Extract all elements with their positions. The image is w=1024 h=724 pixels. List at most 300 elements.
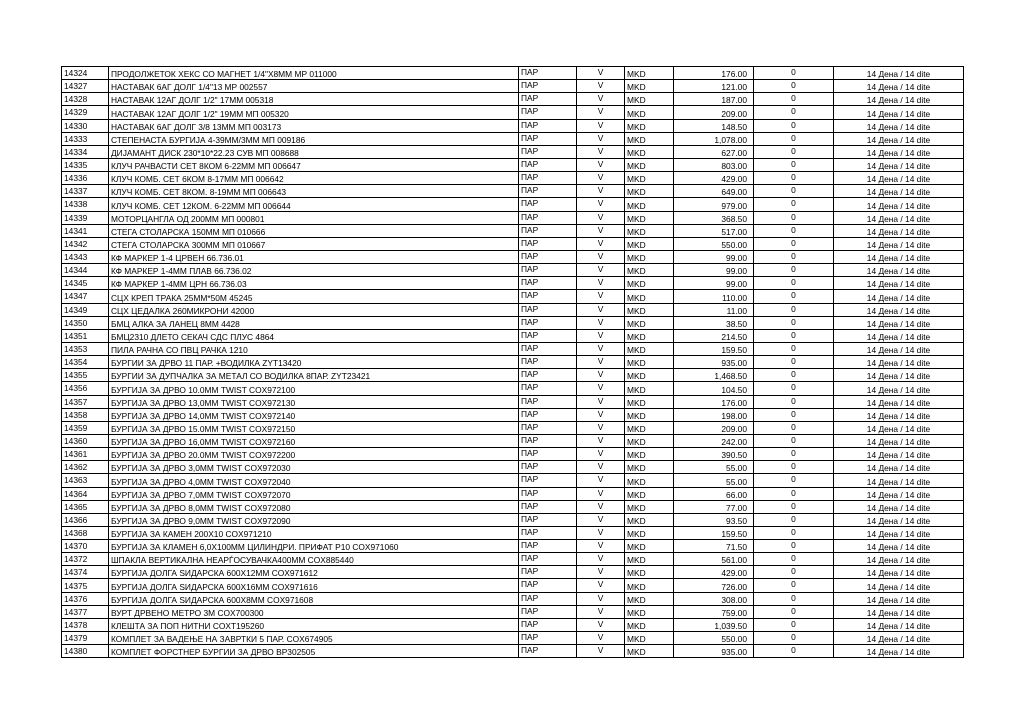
stock-quantity: 0 [754, 356, 834, 369]
item-code: 14330 [62, 119, 109, 132]
currency: MKD [625, 145, 674, 158]
table-row [62, 513, 964, 526]
item-price: 121.00 [674, 80, 754, 93]
stock-quantity: 0 [754, 540, 834, 553]
item-name: КОМПЛЕТ ЗА ВАДЕЊЕ НА ЗАВРТКИ 5 ПАР. COX674905 [109, 632, 519, 645]
currency: MKD [625, 500, 674, 513]
item-name: СЦХ ЦЕДАЛКА 260МИКРОНИ 42000 [109, 303, 519, 316]
table-row [62, 395, 964, 408]
vat-flag: V [577, 605, 625, 618]
item-name: КФ МАРКЕР 1-4ММ ПЛАВ 66.736.02 [109, 264, 519, 277]
vat-flag: V [577, 632, 625, 645]
delivery-time: 14 Дена / 14 dite [834, 566, 964, 579]
item-name: НАСТАВАК 6АГ ДОЛГ 3/8 13ММ МП 003173 [109, 119, 519, 132]
table-row [62, 329, 964, 342]
item-unit: ПАР [519, 93, 577, 106]
item-price: 110.00 [674, 290, 754, 303]
item-unit: ПАР [519, 461, 577, 474]
stock-quantity: 0 [754, 119, 834, 132]
stock-quantity: 0 [754, 224, 834, 237]
stock-quantity: 0 [754, 645, 834, 658]
stock-quantity: 0 [754, 67, 834, 80]
table-row [62, 592, 964, 605]
item-unit: ПАР [519, 303, 577, 316]
item-code: 14336 [62, 172, 109, 185]
item-name: БУРГИЈА ЗА ДРВО 7,0ММ TWIST COX972070 [109, 487, 519, 500]
item-code: 14328 [62, 93, 109, 106]
delivery-time: 14 Дена / 14 dite [834, 80, 964, 93]
item-name: БУРГИЈА ЗА ДРВО 20.0ММ TWIST COX972200 [109, 448, 519, 461]
item-name: КЛЕШТА ЗА ПОП НИТНИ COXT195260 [109, 618, 519, 631]
vat-flag: V [577, 526, 625, 539]
currency: MKD [625, 106, 674, 119]
vat-flag: V [577, 145, 625, 158]
item-unit: ПАР [519, 579, 577, 592]
item-unit: ПАР [519, 250, 577, 263]
item-name: БУРГИЈА ЗА ДРВО 8,0ММ TWIST COX972080 [109, 500, 519, 513]
item-price: 214.50 [674, 329, 754, 342]
item-name: ПИЛА РАЧНА СО ПВЦ РАЧКА 1210 [109, 342, 519, 355]
item-code: 14370 [62, 540, 109, 553]
item-name: БУРГИЈА ЗА ДРВО 9,0ММ TWIST COX972090 [109, 513, 519, 526]
currency: MKD [625, 540, 674, 553]
delivery-time: 14 Дена / 14 dite [834, 553, 964, 566]
item-unit: ПАР [519, 382, 577, 395]
currency: MKD [625, 185, 674, 198]
item-name: БУРГИЈА ДОЛГА ЅИДАРСКА 600Х12ММ COX971612 [109, 566, 519, 579]
vat-flag: V [577, 395, 625, 408]
item-unit: ПАР [519, 513, 577, 526]
item-code: 14359 [62, 421, 109, 434]
stock-quantity: 0 [754, 592, 834, 605]
vat-flag: V [577, 592, 625, 605]
item-price: 159.50 [674, 526, 754, 539]
item-price: 561.00 [674, 553, 754, 566]
vat-flag: V [577, 382, 625, 395]
item-price: 726.00 [674, 579, 754, 592]
item-name: КФ МАРКЕР 1-4ММ ЦРН 66.736.03 [109, 277, 519, 290]
item-unit: ПАР [519, 632, 577, 645]
currency: MKD [625, 369, 674, 382]
vat-flag: V [577, 290, 625, 303]
stock-quantity: 0 [754, 566, 834, 579]
stock-quantity: 0 [754, 132, 834, 145]
item-unit: ПАР [519, 553, 577, 566]
item-unit: ПАР [519, 566, 577, 579]
item-unit: ПАР [519, 618, 577, 631]
item-price: 429.00 [674, 172, 754, 185]
item-price: 71.50 [674, 540, 754, 553]
item-name: ШПАКЛА ВЕРТИКАЛНА НЕАРЃОСУВАЧКА400ММ COX885440 [109, 553, 519, 566]
vat-flag: V [577, 250, 625, 263]
item-price: 99.00 [674, 264, 754, 277]
item-name: КОМПЛЕТ ФОРСТНЕР БУРГИИ ЗА ДРВО BP302505 [109, 645, 519, 658]
item-code: 14362 [62, 461, 109, 474]
item-code: 14338 [62, 198, 109, 211]
currency: MKD [625, 211, 674, 224]
table-row [62, 448, 964, 461]
stock-quantity: 0 [754, 316, 834, 329]
vat-flag: V [577, 93, 625, 106]
item-name: КЛУЧ КОМБ. СЕТ 12КОМ. 6-22ММ МП 006644 [109, 198, 519, 211]
item-name: КЛУЧ КОМБ. СЕТ 6КОМ 8-17ММ МП 006642 [109, 172, 519, 185]
vat-flag: V [577, 356, 625, 369]
stock-quantity: 0 [754, 172, 834, 185]
stock-quantity: 0 [754, 145, 834, 158]
vat-flag: V [577, 106, 625, 119]
stock-quantity: 0 [754, 329, 834, 342]
delivery-time: 14 Дена / 14 dite [834, 145, 964, 158]
table-row [62, 211, 964, 224]
item-unit: ПАР [519, 119, 577, 132]
currency: MKD [625, 224, 674, 237]
item-code: 14356 [62, 382, 109, 395]
item-price: 209.00 [674, 421, 754, 434]
stock-quantity: 0 [754, 106, 834, 119]
item-price: 99.00 [674, 277, 754, 290]
item-price: 159.50 [674, 342, 754, 355]
item-code: 14368 [62, 526, 109, 539]
delivery-time: 14 Дена / 14 dite [834, 448, 964, 461]
vat-flag: V [577, 434, 625, 447]
item-price: 99.00 [674, 250, 754, 263]
item-unit: ПАР [519, 80, 577, 93]
stock-quantity: 0 [754, 513, 834, 526]
stock-quantity: 0 [754, 474, 834, 487]
item-price: 1,078.00 [674, 132, 754, 145]
stock-quantity: 0 [754, 605, 834, 618]
delivery-time: 14 Дена / 14 dite [834, 487, 964, 500]
item-name: БУРГИЈА ЗА КЛАМЕН 6,0X100ММ ЦИЛИНДРИ. ПРИФАТ Р10 COX971060 [109, 540, 519, 553]
item-code: 14366 [62, 513, 109, 526]
currency: MKD [625, 119, 674, 132]
delivery-time: 14 Дена / 14 dite [834, 211, 964, 224]
item-code: 14345 [62, 277, 109, 290]
item-name: БУРГИЈА ЗА ДРВО 4,0ММ TWIST COX972040 [109, 474, 519, 487]
delivery-time: 14 Дена / 14 dite [834, 106, 964, 119]
item-name: БУРГИЈА ЗА ДРВО 13,0ММ TWIST COX972130 [109, 395, 519, 408]
stock-quantity: 0 [754, 408, 834, 421]
item-name: ПРОДОЛЖЕТОК ХЕКС СО МАГНЕТ 1/4"Х8ММ МР 011000 [109, 67, 519, 80]
item-unit: ПАР [519, 434, 577, 447]
stock-quantity: 0 [754, 553, 834, 566]
stock-quantity: 0 [754, 487, 834, 500]
table-row [62, 67, 964, 80]
currency: MKD [625, 277, 674, 290]
delivery-time: 14 Дена / 14 dite [834, 434, 964, 447]
stock-quantity: 0 [754, 303, 834, 316]
vat-flag: V [577, 158, 625, 171]
item-code: 14351 [62, 329, 109, 342]
item-price: 187.00 [674, 93, 754, 106]
delivery-time: 14 Дена / 14 dite [834, 132, 964, 145]
table-row [62, 487, 964, 500]
currency: MKD [625, 434, 674, 447]
currency: MKD [625, 618, 674, 631]
currency: MKD [625, 303, 674, 316]
table-row [62, 632, 964, 645]
item-price: 77.00 [674, 500, 754, 513]
item-name: БМЦ АЛКА ЗА ЛАНЕЦ 8ММ 4428 [109, 316, 519, 329]
item-code: 14334 [62, 145, 109, 158]
item-code: 14372 [62, 553, 109, 566]
stock-quantity: 0 [754, 382, 834, 395]
delivery-time: 14 Дена / 14 dite [834, 277, 964, 290]
item-unit: ПАР [519, 158, 577, 171]
item-code: 14343 [62, 250, 109, 263]
table-row [62, 645, 964, 658]
table-row [62, 172, 964, 185]
item-unit: ПАР [519, 605, 577, 618]
item-price: 1,039.50 [674, 618, 754, 631]
item-code: 14349 [62, 303, 109, 316]
currency: MKD [625, 408, 674, 421]
item-unit: ПАР [519, 474, 577, 487]
vat-flag: V [577, 618, 625, 631]
item-code: 14376 [62, 592, 109, 605]
item-code: 14357 [62, 395, 109, 408]
currency: MKD [625, 316, 674, 329]
vat-flag: V [577, 329, 625, 342]
table-row [62, 540, 964, 553]
vat-flag: V [577, 67, 625, 80]
currency: MKD [625, 592, 674, 605]
item-price: 517.00 [674, 224, 754, 237]
stock-quantity: 0 [754, 448, 834, 461]
item-code: 14324 [62, 67, 109, 80]
table-row [62, 106, 964, 119]
item-unit: ПАР [519, 487, 577, 500]
delivery-time: 14 Дена / 14 dite [834, 408, 964, 421]
vat-flag: V [577, 553, 625, 566]
table-row [62, 303, 964, 316]
item-name: БУРГИИ ЗА ДРВО 11 ПАР. +ВОДИЛКА ZYT13420 [109, 356, 519, 369]
table-row [62, 93, 964, 106]
item-unit: ПАР [519, 106, 577, 119]
vat-flag: V [577, 172, 625, 185]
currency: MKD [625, 250, 674, 263]
currency: MKD [625, 645, 674, 658]
delivery-time: 14 Дена / 14 dite [834, 316, 964, 329]
item-name: БМЦ2310 ДЛЕТО СЕКАЧ СДС ПЛУС 4864 [109, 329, 519, 342]
stock-quantity: 0 [754, 80, 834, 93]
item-price: 935.00 [674, 356, 754, 369]
currency: MKD [625, 67, 674, 80]
table-row [62, 618, 964, 631]
item-code: 14377 [62, 605, 109, 618]
vat-flag: V [577, 513, 625, 526]
currency: MKD [625, 198, 674, 211]
item-price: 198.00 [674, 408, 754, 421]
item-unit: ПАР [519, 264, 577, 277]
vat-flag: V [577, 211, 625, 224]
delivery-time: 14 Дена / 14 dite [834, 356, 964, 369]
item-code: 14327 [62, 80, 109, 93]
vat-flag: V [577, 566, 625, 579]
vat-flag: V [577, 303, 625, 316]
vat-flag: V [577, 185, 625, 198]
item-name: СЦХ КРЕП ТРАКА 25ММ*50М 45245 [109, 290, 519, 303]
table-row [62, 145, 964, 158]
stock-quantity: 0 [754, 158, 834, 171]
item-name: СТЕГА СТОЛАРСКА 150ММ МП 010666 [109, 224, 519, 237]
delivery-time: 14 Дена / 14 dite [834, 369, 964, 382]
currency: MKD [625, 448, 674, 461]
delivery-time: 14 Дена / 14 dite [834, 526, 964, 539]
currency: MKD [625, 553, 674, 566]
table-row [62, 526, 964, 539]
item-price: 550.00 [674, 237, 754, 250]
item-unit: ПАР [519, 369, 577, 382]
delivery-time: 14 Дена / 14 dite [834, 540, 964, 553]
item-code: 14344 [62, 264, 109, 277]
item-price: 242.00 [674, 434, 754, 447]
item-code: 14329 [62, 106, 109, 119]
table-row [62, 250, 964, 263]
item-price: 209.00 [674, 106, 754, 119]
item-price: 11.00 [674, 303, 754, 316]
table-row [62, 566, 964, 579]
stock-quantity: 0 [754, 421, 834, 434]
currency: MKD [625, 421, 674, 434]
item-code: 14354 [62, 356, 109, 369]
item-price: 803.00 [674, 158, 754, 171]
item-price: 38.50 [674, 316, 754, 329]
item-unit: ПАР [519, 342, 577, 355]
table-row [62, 605, 964, 618]
item-unit: ПАР [519, 540, 577, 553]
delivery-time: 14 Дена / 14 dite [834, 645, 964, 658]
vat-flag: V [577, 369, 625, 382]
item-code: 14358 [62, 408, 109, 421]
vat-flag: V [577, 487, 625, 500]
item-code: 14341 [62, 224, 109, 237]
currency: MKD [625, 158, 674, 171]
vat-flag: V [577, 224, 625, 237]
delivery-time: 14 Дена / 14 dite [834, 198, 964, 211]
item-name: МОТОРЦАНГЛА ОД 200ММ МП 000801 [109, 211, 519, 224]
item-code: 14379 [62, 632, 109, 645]
vat-flag: V [577, 342, 625, 355]
delivery-time: 14 Дена / 14 dite [834, 421, 964, 434]
item-code: 14361 [62, 448, 109, 461]
item-unit: ПАР [519, 224, 577, 237]
table-row [62, 80, 964, 93]
item-code: 14375 [62, 579, 109, 592]
table-row [62, 290, 964, 303]
table-row [62, 421, 964, 434]
item-unit: ПАР [519, 172, 577, 185]
vat-flag: V [577, 579, 625, 592]
table-row [62, 119, 964, 132]
item-code: 14339 [62, 211, 109, 224]
vat-flag: V [577, 277, 625, 290]
currency: MKD [625, 632, 674, 645]
item-name: БУРГИИ ЗА ДУПЧАЛКА ЗА МЕТАЛ СО ВОДИЛКА 8ПАР. ZYT23421 [109, 369, 519, 382]
item-unit: ПАР [519, 185, 577, 198]
item-unit: ПАР [519, 645, 577, 658]
item-name: НАСТАВАК 12АГ ДОЛГ 1/2" 19ММ МП 005320 [109, 106, 519, 119]
table-row [62, 474, 964, 487]
table-row [62, 224, 964, 237]
currency: MKD [625, 237, 674, 250]
currency: MKD [625, 513, 674, 526]
item-price: 176.00 [674, 395, 754, 408]
stock-quantity: 0 [754, 526, 834, 539]
item-price: 148.50 [674, 119, 754, 132]
item-unit: ПАР [519, 277, 577, 290]
vat-flag: V [577, 461, 625, 474]
item-price: 390.50 [674, 448, 754, 461]
stock-quantity: 0 [754, 237, 834, 250]
item-price: 93.50 [674, 513, 754, 526]
item-code: 14333 [62, 132, 109, 145]
item-code: 14350 [62, 316, 109, 329]
vat-flag: V [577, 132, 625, 145]
item-unit: ПАР [519, 500, 577, 513]
table-row [62, 277, 964, 290]
item-name: БУРГИЈА ЗА ДРВО 15.0ММ TWIST COX972150 [109, 421, 519, 434]
delivery-time: 14 Дена / 14 dite [834, 592, 964, 605]
table-row [62, 461, 964, 474]
delivery-time: 14 Дена / 14 dite [834, 605, 964, 618]
item-name: СТЕГА СТОЛАРСКА 300ММ МП 010667 [109, 237, 519, 250]
item-price: 1,468.50 [674, 369, 754, 382]
currency: MKD [625, 487, 674, 500]
item-code: 14335 [62, 158, 109, 171]
stock-quantity: 0 [754, 250, 834, 263]
currency: MKD [625, 342, 674, 355]
vat-flag: V [577, 264, 625, 277]
stock-quantity: 0 [754, 618, 834, 631]
vat-flag: V [577, 119, 625, 132]
delivery-time: 14 Дена / 14 dite [834, 67, 964, 80]
table-row [62, 198, 964, 211]
item-name: БУРГИЈА ЗА ДРВО 3,0ММ TWIST COX972030 [109, 461, 519, 474]
currency: MKD [625, 395, 674, 408]
currency: MKD [625, 566, 674, 579]
item-name: БУРГИЈА ДОЛГА ЅИДАРСКА 600Х8ММ COX971608 [109, 592, 519, 605]
item-name: БУРГИЈА ЗА ДРВО 16,0ММ TWIST COX972160 [109, 434, 519, 447]
item-unit: ПАР [519, 237, 577, 250]
item-code: 14347 [62, 290, 109, 303]
item-code: 14380 [62, 645, 109, 658]
item-name: БУРГИЈА ЗА ДРВО 10.0ММ TWIST COX972100 [109, 382, 519, 395]
table-row [62, 408, 964, 421]
stock-quantity: 0 [754, 461, 834, 474]
stock-quantity: 0 [754, 434, 834, 447]
item-code: 14378 [62, 618, 109, 631]
vat-flag: V [577, 80, 625, 93]
stock-quantity: 0 [754, 93, 834, 106]
stock-quantity: 0 [754, 198, 834, 211]
delivery-time: 14 Дена / 14 dite [834, 618, 964, 631]
vat-flag: V [577, 408, 625, 421]
vat-flag: V [577, 198, 625, 211]
item-price: 104.50 [674, 382, 754, 395]
item-code: 14342 [62, 237, 109, 250]
table-row [62, 553, 964, 566]
item-code: 14360 [62, 434, 109, 447]
vat-flag: V [577, 500, 625, 513]
currency: MKD [625, 264, 674, 277]
item-price: 935.00 [674, 645, 754, 658]
currency: MKD [625, 356, 674, 369]
item-code: 14353 [62, 342, 109, 355]
table-row [62, 237, 964, 250]
item-unit: ПАР [519, 145, 577, 158]
delivery-time: 14 Дена / 14 dite [834, 632, 964, 645]
